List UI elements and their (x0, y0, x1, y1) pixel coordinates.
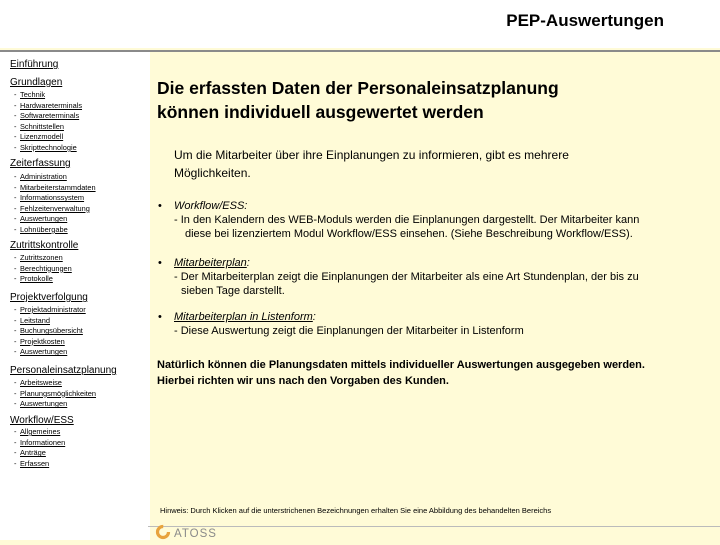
header (0, 0, 720, 48)
nav-list-grundlagen (14, 90, 82, 154)
nav-item[interactable]: - Hardwareterminals (14, 100, 83, 110)
sidebar (0, 52, 150, 540)
main-heading (157, 76, 559, 124)
nav-list-workflow-ess (14, 427, 65, 469)
bullet-description-line: - Der Mitarbeiterplan zeigt die Einplanungen der Mitarbeiter als eine Art Stundenplan, der bis zu (174, 271, 639, 283)
conclusion-line: Hierbei richten wir uns nach den Vorgaben des Kunden. (157, 375, 449, 387)
nav-item[interactable]: - Schnittstellen (14, 121, 64, 131)
page-title: PEP-Auswertungen (506, 11, 664, 30)
main-heading-line: Die erfassten Daten der Personaleinsatzplanung (157, 78, 559, 98)
nav-item[interactable]: - Projektkosten (14, 336, 65, 346)
bullet-description-line: - Diese Auswertung zeigt die Einplanungen der Mitarbeiter in Listenform (174, 325, 524, 337)
nav-item[interactable]: - Technik (14, 90, 46, 99)
nav-section-projektverfolgung[interactable]: Projektverfolgung (10, 292, 88, 303)
bullet-dot: • (158, 200, 162, 212)
bullet-dot: • (158, 257, 162, 269)
nav-item[interactable]: - Buchungsübersicht (14, 326, 83, 336)
nav-item[interactable]: - Fehlzeitenverwaltung (14, 203, 90, 213)
bullet-description-line: sieben Tage darstellt. (181, 284, 285, 297)
nav-item[interactable]: - Mitarbeiterstammdaten (14, 182, 96, 192)
intro-text (174, 146, 694, 182)
nav-item[interactable]: - Informationen (14, 437, 66, 447)
nav-item[interactable]: - Leitstand (14, 315, 50, 325)
nav-item[interactable]: - Softwareterminals (14, 111, 80, 121)
nav-item[interactable]: - Informationssystem (14, 193, 85, 203)
nav-item[interactable]: - Lizenzmodell (14, 132, 64, 142)
nav-item[interactable]: - Projektadministrator (14, 305, 86, 314)
bullet-dot: • (158, 311, 162, 323)
nav-item[interactable]: - Auswertungen (14, 347, 68, 357)
nav-item[interactable]: - Planungsmöglichkeiten (14, 388, 97, 398)
nav-list-zeiterfassung (14, 172, 96, 236)
nav-section-personaleinsatzplanung[interactable]: Personaleinsatzplanung (10, 365, 117, 376)
bullet-description (174, 271, 699, 298)
nav-item[interactable]: - Protokolle (14, 274, 53, 284)
hint-text: Hinweis: Durch Klicken auf die unterstrichenen Bezeichnungen erhalten Sie eine Abbildung des behandelten Bereichs (160, 506, 552, 515)
atoss-logo-icon (155, 524, 171, 545)
nav-list-projektverfolgung (14, 305, 86, 358)
footer-divider (148, 526, 720, 527)
nav-item[interactable]: - Anträge (14, 448, 46, 458)
nav-item[interactable]: - Arbeitsweise (14, 378, 62, 387)
nav-item[interactable]: - Auswertungen (14, 399, 68, 409)
nav-item[interactable]: - Berechtigungen (14, 263, 72, 273)
nav-list-personaleinsatzplanung (14, 378, 96, 410)
nav-item[interactable]: - Auswertungen (14, 214, 68, 224)
nav-item[interactable]: - Lohnübergabe (14, 224, 68, 234)
nav-item[interactable]: - Skripttechnologie (14, 142, 77, 152)
bullet-description-line: - In den Kalendern des WEB-Moduls werden die Einplanungen dargestellt. Der Mitarbeiter kann (174, 214, 640, 226)
intro-line: Möglichkeiten. (174, 166, 251, 180)
mitarbeiterplan-liste-link[interactable]: Mitarbeiterplan in Listenform (174, 311, 313, 323)
bullet-description-line: diese bei lizenziertem Modul Workflow/ESS einsehen. (Siehe Beschreibung Workflow/ESS). (185, 227, 633, 240)
bullet-term: Workflow/ESS (174, 200, 245, 212)
atoss-logo (155, 525, 217, 543)
intro-line: Um die Mitarbeiter über ihre Einplanungen zu informieren, gibt es mehrere (174, 148, 569, 162)
nav-section-grundlagen[interactable]: Grundlagen (10, 77, 63, 88)
bullet-description (174, 325, 699, 339)
bullet-term-suffix: : (312, 311, 316, 323)
bullet-term-suffix: : (246, 257, 250, 269)
nav-item[interactable]: - Administration (14, 172, 67, 181)
mitarbeiterplan-link[interactable]: Mitarbeiterplan (174, 257, 247, 269)
bullet-description (174, 214, 699, 241)
nav-section-workflow-ess[interactable]: Workflow/ESS (10, 415, 74, 426)
nav-item[interactable]: - Erfassen (14, 458, 50, 468)
nav-item[interactable]: - Allgemeines (14, 427, 61, 436)
nav-section-zutrittskontrolle[interactable]: Zutrittskontrolle (10, 240, 79, 251)
conclusion-text (157, 357, 697, 389)
bullet-term-suffix: : (244, 200, 248, 212)
logo-text: ATOSS (174, 528, 217, 540)
nav-item[interactable]: - Zutrittszonen (14, 253, 63, 262)
nav-section-einfuehrung[interactable]: Einführung (10, 59, 59, 70)
conclusion-line: Natürlich können die Planungsdaten mittels individueller Auswertungen ausgegeben werden. (157, 359, 645, 371)
nav-list-zutrittskontrolle (14, 253, 72, 285)
main-heading-line: können individuell ausgewertet werden (157, 102, 484, 122)
nav-section-zeiterfassung[interactable]: Zeiterfassung (10, 158, 71, 169)
